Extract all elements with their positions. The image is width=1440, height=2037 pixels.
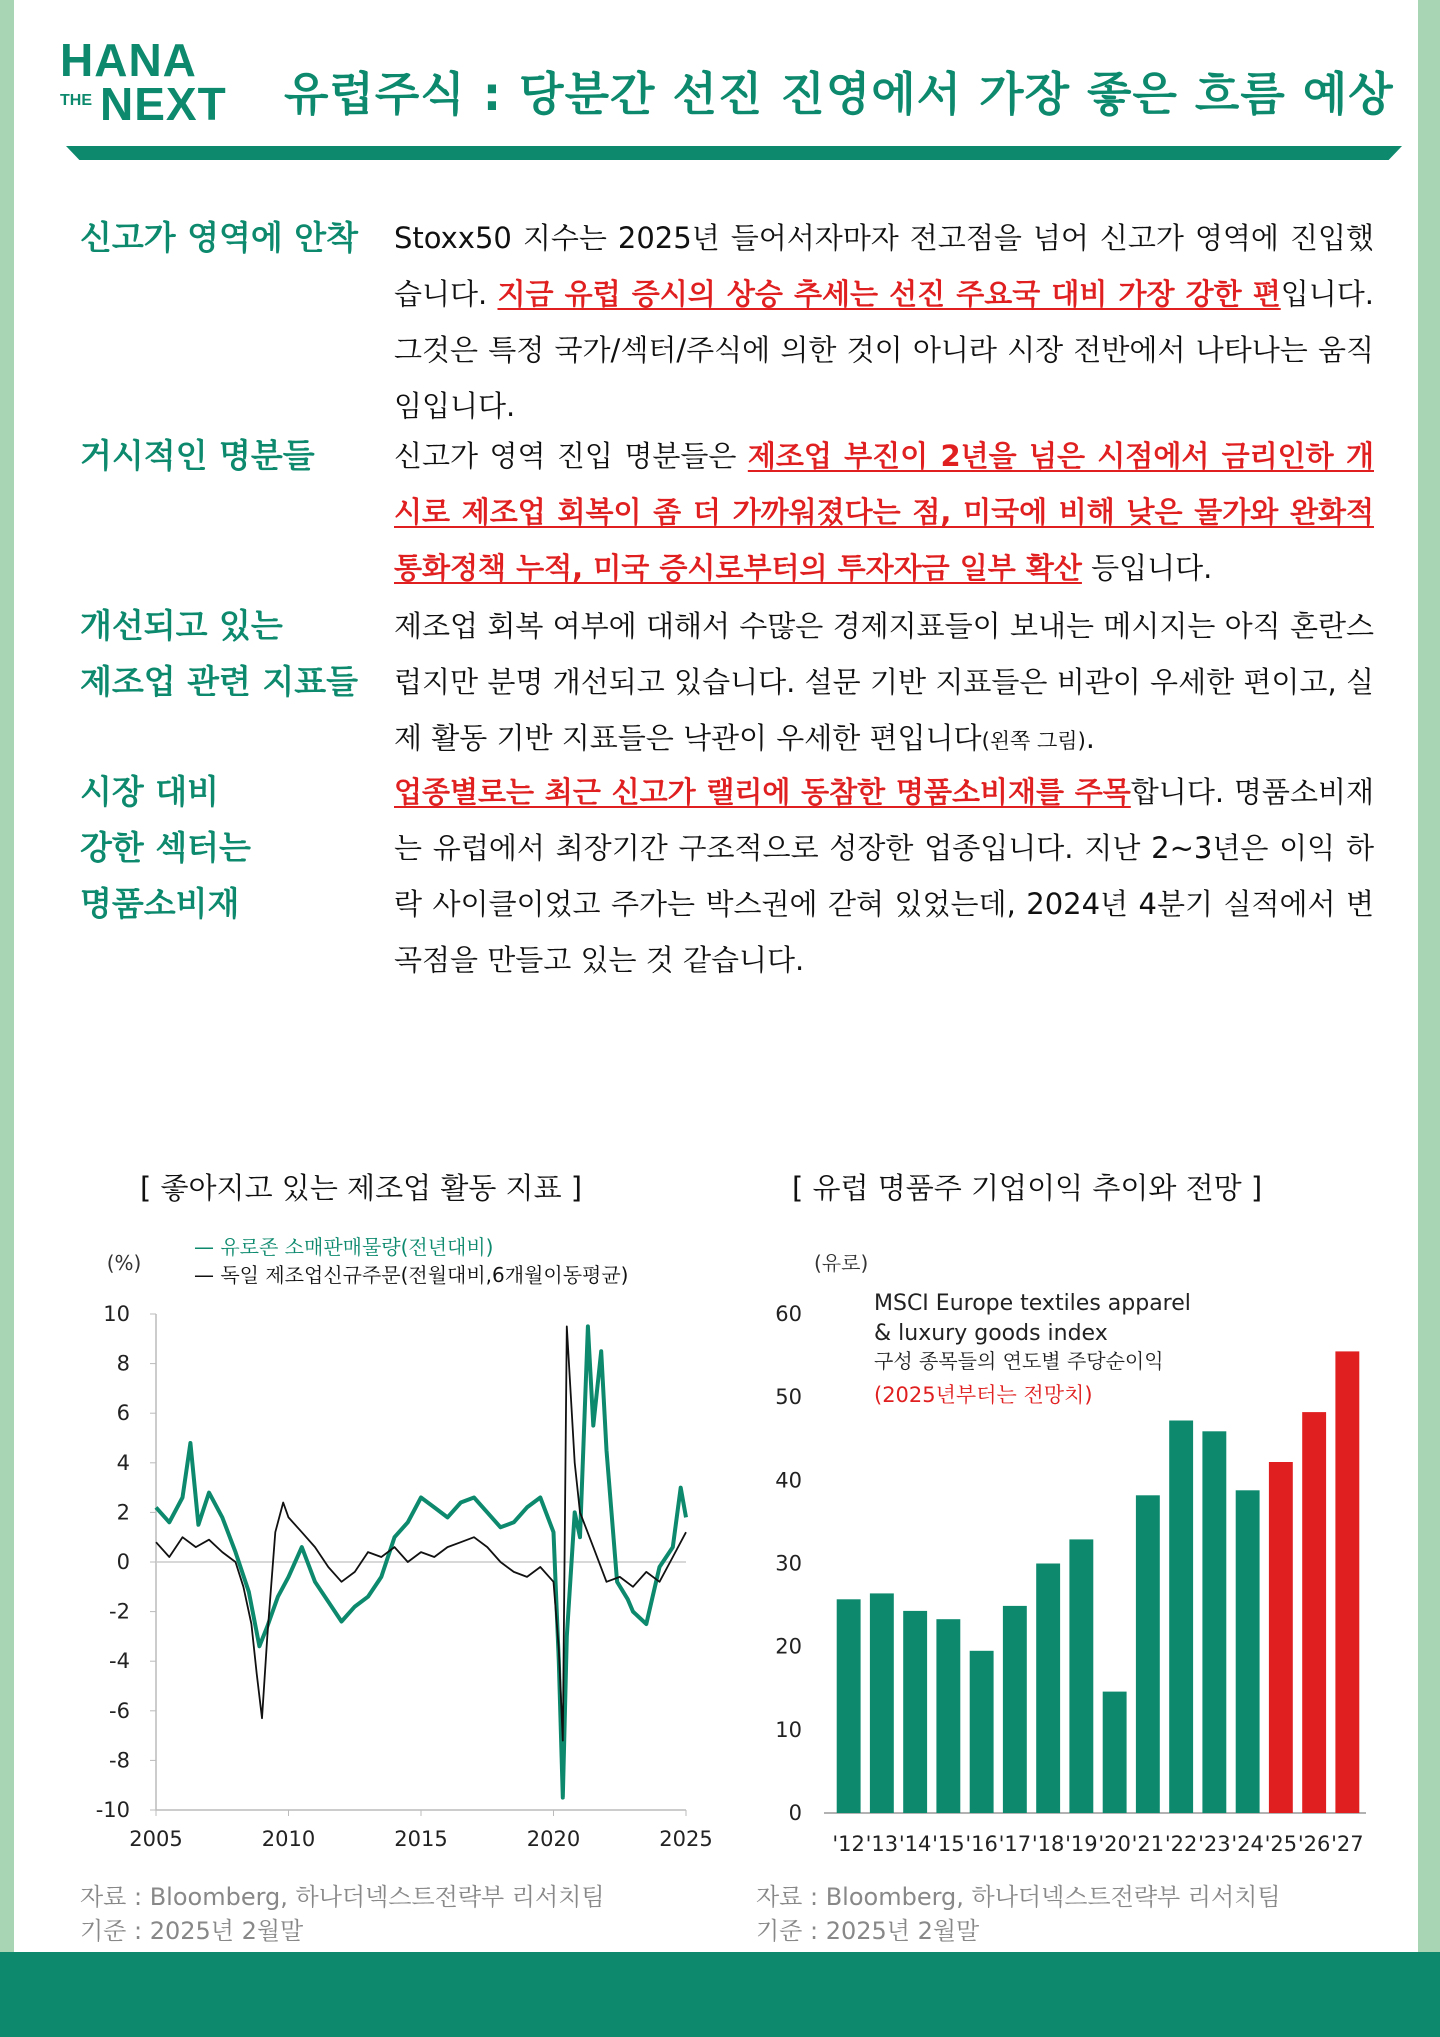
- x-tick-label: 2025: [659, 1827, 713, 1851]
- x-tick-label: '27: [1331, 1832, 1364, 1856]
- footer-bar: [0, 1952, 1440, 2037]
- y-tick-label: 10: [103, 1302, 130, 1326]
- y-tick-label: 30: [775, 1551, 802, 1576]
- x-tick-label: '24: [1231, 1832, 1264, 1856]
- bar-26: [1302, 1412, 1326, 1813]
- bar-23: [1202, 1431, 1226, 1813]
- bar-chart: [754, 1230, 1394, 1870]
- annotation-forecast: (2025년부터는 전망치): [874, 1383, 1093, 1407]
- y-axis-label: (유로): [814, 1251, 869, 1275]
- bar-14: [903, 1611, 927, 1813]
- bar-16: [970, 1651, 994, 1813]
- page: [14, 0, 1418, 1952]
- x-tick-label: '19: [1065, 1832, 1098, 1856]
- x-tick-label: '14: [898, 1832, 932, 1856]
- chart-source: 자료 : Bloomberg, 하나더넥스트전략부 리서치팀 기준 : 2025년 2월말: [80, 1883, 605, 1945]
- y-axis-label: (%): [106, 1251, 142, 1275]
- section-body: 업종별로는 최근 신고가 랠리에 동참한 명품소비재를 주목합니다. 명품소비재는 유럽에서 최장기간 구조적으로 성장한 업종입니다. 지난 2~3년은 이익 하락 사이클이었고 주가는 박스권에 갇혀 있었는데, 2024년 4분기 실적에서 변곡점을 만들고 있는 것 같습니다.: [394, 775, 1374, 977]
- y-tick-label: 10: [775, 1717, 802, 1742]
- chart-title-manufacturing: [ 좋아지고 있는 제조업 활동 지표 ]: [140, 1171, 583, 1205]
- section-heading: 개선되고 있는 제조업 관련 지표들: [80, 606, 359, 701]
- chart-source: 자료 : Bloomberg, 하나더넥스트전략부 리서치팀 기준 : 2025년 2월말: [756, 1883, 1281, 1945]
- y-tick-label: 6: [116, 1401, 130, 1426]
- y-tick-label: -4: [109, 1649, 130, 1674]
- series-line-orders: [156, 1326, 686, 1740]
- x-tick-label: '26: [1297, 1832, 1331, 1856]
- bar-20: [1103, 1692, 1127, 1813]
- bar-25: [1269, 1462, 1293, 1813]
- y-tick-label: -2: [109, 1599, 130, 1624]
- y-tick-label: 8: [116, 1351, 130, 1376]
- y-tick-label: 40: [775, 1468, 802, 1493]
- bar-21: [1136, 1495, 1160, 1813]
- x-tick-label: '20: [1098, 1832, 1131, 1856]
- x-tick-label: 2005: [129, 1827, 183, 1851]
- x-tick-label: '16: [965, 1832, 998, 1856]
- section-body: 신고가 영역 진입 명분들은 제조업 부진이 2년을 넘은 시점에서 금리인하 개시로 제조업 회복이 좀 더 가까워졌다는 점, 미국에 비해 낮은 물가와 완화적 통화정책 누적, 미국 증시로부터의 투자자금 일부 확산 등입니다.: [394, 439, 1374, 585]
- x-tick-label: 2020: [526, 1827, 581, 1851]
- bar-13: [870, 1593, 894, 1813]
- x-tick-label: 2015: [394, 1827, 448, 1851]
- y-tick-label: -6: [109, 1698, 130, 1723]
- legend-retail: — 유로존 소매판매물량(전년대비): [194, 1235, 494, 1259]
- x-tick-label: '15: [932, 1832, 965, 1856]
- y-tick-label: -8: [109, 1748, 130, 1773]
- chart-title-luxury-eps: [ 유럽 명품주 기업이익 추이와 전망 ]: [792, 1171, 1263, 1205]
- y-tick-label: -10: [95, 1798, 130, 1822]
- bar-17: [1003, 1606, 1027, 1813]
- x-tick-label: '17: [998, 1832, 1032, 1856]
- bar-24: [1236, 1490, 1260, 1813]
- annotation-line: MSCI Europe textiles apparel: [874, 1291, 1191, 1316]
- x-tick-label: '13: [865, 1832, 899, 1856]
- annotation-line: & luxury goods index: [874, 1321, 1108, 1346]
- x-tick-label: '23: [1198, 1832, 1231, 1856]
- bar-18: [1036, 1564, 1060, 1814]
- y-tick-label: 50: [775, 1385, 802, 1410]
- y-tick-label: 20: [775, 1634, 802, 1659]
- bar-19: [1069, 1539, 1093, 1813]
- hana-the-next-logo: HANA THE NEXT: [60, 34, 227, 130]
- annotation-line: 구성 종목들의 연도별 주당순이익: [874, 1349, 1164, 1373]
- y-tick-label: 60: [775, 1302, 802, 1326]
- line-chart: [74, 1230, 734, 1870]
- page-title: 유럽주식 : 당분간 선진 진영에서 가장 좋은 흐름 예상: [284, 67, 1394, 121]
- bar-15: [936, 1619, 960, 1813]
- section-body: Stoxx50 지수는 2025년 들어서자마자 전고점을 넘어 신고가 영역에 진입했습니다. 지금 유럽 증시의 상승 추세는 선진 주요국 대비 가장 강한 편입니다. 그것은 특정 국가/섹터/주식에 의한 것이 아니라 시장 전반에서 나타나는 움직임입니다.: [394, 221, 1374, 423]
- bar-22: [1169, 1421, 1193, 1814]
- title-divider: [66, 146, 1402, 160]
- bar-27: [1335, 1351, 1359, 1813]
- section-heading: 신고가 영역에 안착: [80, 218, 359, 257]
- y-tick-label: 0: [116, 1550, 130, 1574]
- y-tick-label: 2: [116, 1500, 130, 1525]
- x-tick-label: 2010: [261, 1827, 316, 1851]
- x-tick-label: '12: [832, 1832, 865, 1856]
- section-heading: 시장 대비 강한 섹터는 명품소비재: [80, 772, 251, 923]
- x-tick-label: '21: [1131, 1832, 1165, 1856]
- section-heading: 거시적인 명분들: [80, 436, 315, 475]
- x-tick-label: '18: [1031, 1832, 1065, 1856]
- bar-12: [837, 1599, 861, 1813]
- y-tick-label: 0: [788, 1801, 802, 1825]
- section-body: 제조업 회복 여부에 대해서 수많은 경제지표들이 보내는 메시지는 아직 혼란스럽지만 분명 개선되고 있습니다. 설문 기반 지표들은 비관이 우세한 편이고, 실제 활동 기반 지표들은 낙관이 우세한 편입니다(왼쪽 그림).: [394, 609, 1374, 755]
- legend-orders: — 독일 제조업신규주문(전월대비,6개월이동평균): [194, 1263, 629, 1287]
- x-tick-label: '25: [1264, 1832, 1298, 1856]
- x-tick-label: '22: [1164, 1832, 1198, 1856]
- y-tick-label: 4: [116, 1450, 130, 1475]
